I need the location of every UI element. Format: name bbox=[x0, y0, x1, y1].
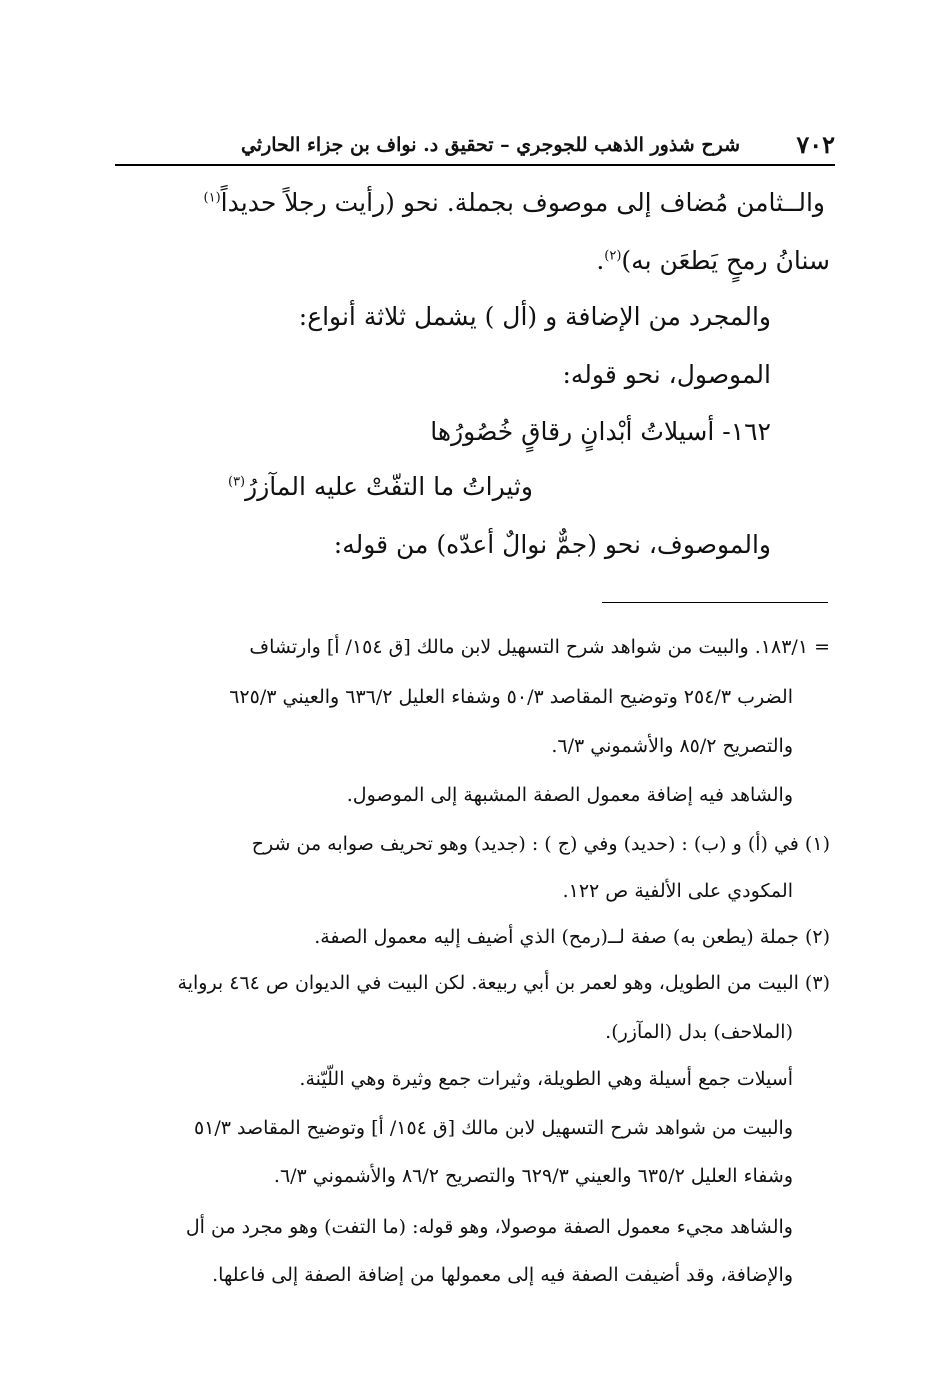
verse-line: ١٦٢- أسيلاتُ أبْدانٍ رقاقٍ خُصُورُها bbox=[430, 417, 771, 446]
footnote-separator bbox=[602, 602, 828, 603]
footnote-ref: (١) bbox=[203, 190, 221, 206]
footnote-line: (٣) البيت من الطويل، وهو لعمر بن أبي ربيعة. لكن البيت في الديوان ص ٤٦٤ برواية bbox=[177, 972, 830, 994]
footnote-line: والتصريح ٨٥/٢ والأشموني ٦/٣. bbox=[551, 735, 793, 757]
footnote-line: والبيت من شواهد شرح التسهيل لابن مالك [ق ١٥٤/ أ] وتوضيح المقاصد ٥١/٣ bbox=[193, 1117, 793, 1139]
footnote-line: (١) في (أ) و (ب) : (حديد) وفي (ج ) : (جديد) وهو تحريف صوابه من شرح bbox=[251, 833, 830, 855]
page-header bbox=[115, 130, 835, 166]
page-number: ٧٠٢ bbox=[796, 130, 835, 159]
footnote-line: الضرب ٢٥٤/٣ وتوضيح المقاصد ٥٠/٣ وشفاء العليل ٦٣٦/٢ والعيني ٦٢٥/٣ bbox=[229, 686, 793, 708]
footnote-line: (٢) جملة (يطعن به) صفة لــ(رمح) الذي أضيف إليه معمول الصفة. bbox=[314, 926, 830, 948]
footnote-line: = ١٨٣/١. والبيت من شواهد شرح التسهيل لابن مالك [ق ١٥٤/ أ] وارتشاف bbox=[249, 636, 830, 658]
body-line: سنانُ رمحٍ يَطعَن به)$^{(٢)}$. bbox=[596, 246, 830, 275]
verse-line: وثيراتُ ما التفّتْ عليه المآزرُ$^{(٣)}$ bbox=[227, 472, 533, 501]
footnote-line: (الملاحف) بدل (المآزر). bbox=[605, 1021, 793, 1043]
footnote-line: والشاهد فيه إضافة معمول الصفة المشبهة إلى الموصول. bbox=[346, 784, 793, 806]
header-rule bbox=[115, 164, 835, 166]
footnote-line: والشاهد مجيء معمول الصفة موصولا، وهو قوله: (ما التفت) وهو مجرد من أل bbox=[185, 1216, 793, 1238]
footnote-line: والإضافة، وقد أضيفت الصفة فيه إلى معمولها من إضافة الصفة إلى فاعلها. bbox=[212, 1264, 793, 1286]
footnote-line: وشفاء العليل ٦٣٥/٢ والعيني ٦٢٩/٣ والتصريح ٨٦/٢ والأشموني ٦/٣. bbox=[273, 1165, 793, 1187]
footnote-ref: (٢) bbox=[604, 248, 622, 264]
body-line: الموصول، نحو قوله: bbox=[562, 360, 771, 389]
body-line: والموصوف، نحو (جمٌّ نوالٌ أعدّه) من قوله: bbox=[333, 530, 771, 559]
footnote-ref: (٣) bbox=[227, 474, 246, 490]
body-line: والمجرد من الإضافة و (أل ) يشمل ثلاثة أنواع: bbox=[298, 302, 771, 331]
footnote-line: أسيلات جمع أسيلة وهي الطويلة، وثيرات جمع وثيرة وهي اللّيّنة. bbox=[299, 1068, 793, 1090]
body-line: والــثامن مُضاف إلى موصوف بجملة. نحو (رأيت رجلاً حديداً$^{(١)}$ bbox=[203, 188, 825, 217]
footnote-line: المكودي على الألفية ص ١٢٢. bbox=[562, 880, 793, 902]
running-title: شرح شذور الذهب للجوجري – تحقيق د. نواف بن جزاء الحارثي bbox=[240, 134, 740, 156]
